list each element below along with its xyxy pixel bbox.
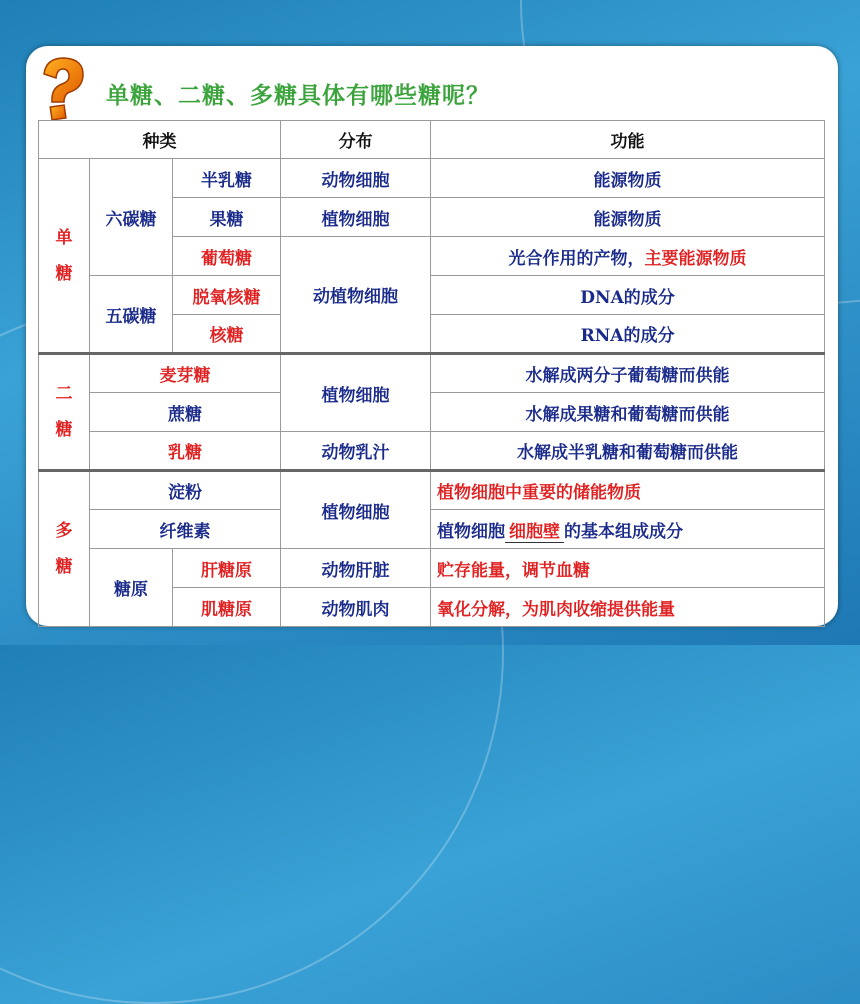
liver-dist: 动物肝脏 xyxy=(281,549,431,588)
muscle-glycogen-cell: 肌糖原 xyxy=(173,588,281,627)
header-function: 功能 xyxy=(431,121,825,159)
galactose-func: 能源物质 xyxy=(431,159,825,198)
table-row xyxy=(39,432,825,471)
question-mark-icon xyxy=(36,56,88,122)
liver-func: 贮存能量，调节血糖 xyxy=(431,549,825,588)
cellulose-func: 植物细胞 细胞壁 的基本组成成分 xyxy=(431,510,825,549)
galactose-dist: 动物细胞 xyxy=(281,159,431,198)
muscle-func: 氧化分解，为肌肉收缩提供能量 xyxy=(431,588,825,627)
glucose-cell: 葡萄糖 xyxy=(173,237,281,276)
maltose-cell: 麦芽糖 xyxy=(90,354,281,393)
table-row xyxy=(39,354,825,393)
starch-cell: 淀粉 xyxy=(90,471,281,510)
saccharide-table xyxy=(38,120,825,627)
table-row xyxy=(39,549,825,588)
di-label: 二 糖 xyxy=(39,354,90,471)
table-row xyxy=(39,510,825,549)
lactose-dist: 动物乳汁 xyxy=(281,432,431,471)
page-title: 单糖、二糖、多糖具体有哪些糖呢？ xyxy=(106,83,490,109)
muscle-dist: 动物肌肉 xyxy=(281,588,431,627)
cellulose-cell: 纤维素 xyxy=(90,510,281,549)
pentose-label: 五碳糖 xyxy=(90,276,173,354)
header-distribution: 分布 xyxy=(281,121,431,159)
fructose-dist: 植物细胞 xyxy=(281,198,431,237)
glucose-func: 光合作用的产物，主要能源物质 xyxy=(431,237,825,276)
shared-dist: 动植物细胞 xyxy=(281,237,431,354)
table-row xyxy=(39,471,825,510)
table-row xyxy=(39,276,825,315)
mono-label: 单 糖 xyxy=(39,159,90,354)
sucrose-func: 水解成果糖和葡萄糖而供能 xyxy=(431,393,825,432)
hexose-label: 六碳糖 xyxy=(90,159,173,276)
starch-func: 植物细胞中重要的储能物质 xyxy=(431,471,825,510)
header-type: 种类 xyxy=(39,121,281,159)
ribose-func: RNA的成分 xyxy=(431,315,825,354)
deoxyribose-cell: 脱氧核糖 xyxy=(173,276,281,315)
fructose-cell: 果糖 xyxy=(173,198,281,237)
poly-plant-dist: 植物细胞 xyxy=(281,471,431,549)
lactose-cell: 乳糖 xyxy=(90,432,281,471)
table-row xyxy=(39,159,825,198)
maltose-func: 水解成两分子葡萄糖而供能 xyxy=(431,354,825,393)
glycogen-label: 糖原 xyxy=(90,549,173,627)
table-header-row xyxy=(39,121,825,159)
fill-blank-answer: 细胞壁 xyxy=(505,522,564,543)
poly-label: 多 糖 xyxy=(39,471,90,627)
table-row xyxy=(39,393,825,432)
fructose-func: 能源物质 xyxy=(431,198,825,237)
di-plant-dist: 植物细胞 xyxy=(281,354,431,432)
ribose-cell: 核糖 xyxy=(173,315,281,354)
liver-glycogen-cell: 肝糖原 xyxy=(173,549,281,588)
lactose-func: 水解成半乳糖和葡萄糖而供能 xyxy=(431,432,825,471)
sucrose-cell: 蔗糖 xyxy=(90,393,281,432)
deoxyribose-func: DNA的成分 xyxy=(431,276,825,315)
galactose-cell: 半乳糖 xyxy=(173,159,281,198)
